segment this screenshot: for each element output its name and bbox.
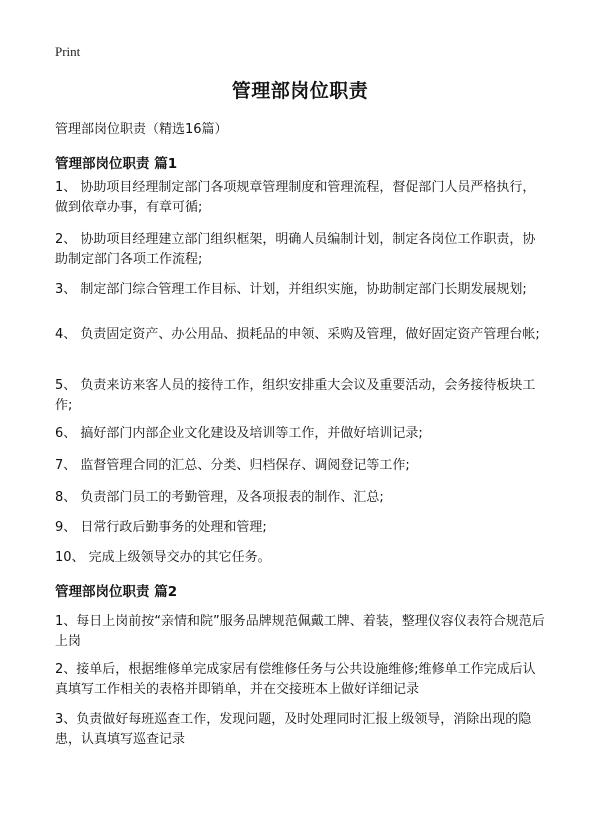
list-item: 3、 制定部门综合管理工作目标、计划，并组织实施，协助制定部门长期发展规划;	[55, 282, 527, 297]
section-heading-1: 管理部岗位职责 篇1	[55, 156, 178, 172]
list-item: 2、 协助项目经理建立部门组织框架，明确人员编制计划，制定各岗位工作职责，协助制定部门各项工作流程;	[55, 232, 536, 267]
list-item: 9、 日常行政后勤事务的处理和管理;	[55, 520, 267, 535]
list-item: 8、 负责部门员工的考勤管理，及各项报表的制作、汇总;	[55, 490, 384, 505]
list-item: 1、每日上岗前按“亲情和院”服务品牌规范佩戴工牌、着装，整理仪容仪表符合规范后上岗	[55, 614, 545, 649]
list-item: 4、 负责固定资产、办公用品、损耗品的申领、采购及管理，做好固定资产管理台帐;	[55, 327, 540, 342]
section-heading-2: 管理部岗位职责 篇2	[55, 584, 178, 600]
list-item: 7、 监督管理合同的汇总、分类、归档保存、调阅登记等工作;	[55, 458, 410, 473]
document-subtitle: 管理部岗位职责（精选16篇）	[55, 122, 228, 137]
list-item: 5、 负责来访来客人员的接待工作，组织安排重大会议及重要活动，会务接待板块工作;	[55, 378, 536, 413]
list-item: 10、 完成上级领导交办的其它任务。	[55, 550, 271, 565]
list-item: 1、 协助项目经理制定部门各项规章管理制度和管理流程，督促部门人员严格执行，做到依章办事，有章可循;	[55, 180, 536, 215]
list-item: 6、 搞好部门内部企业文化建设及培训等工作，并做好培训记录;	[55, 426, 423, 441]
page-title: 管理部岗位职责	[231, 80, 369, 102]
list-item: 3、负责做好每班巡查工作，发现问题，及时处理同时汇报上级领导，消除出现的隐患，认真填写巡查记录	[55, 712, 532, 747]
list-item: 2、接单后，根据维修单完成家居有偿维修任务与公共设施维修;维修单工作完成后认真填写工作相关的表格并即销单，并在交接班本上做好详细记录	[55, 662, 536, 697]
print-link[interactable]: Print	[55, 44, 81, 59]
